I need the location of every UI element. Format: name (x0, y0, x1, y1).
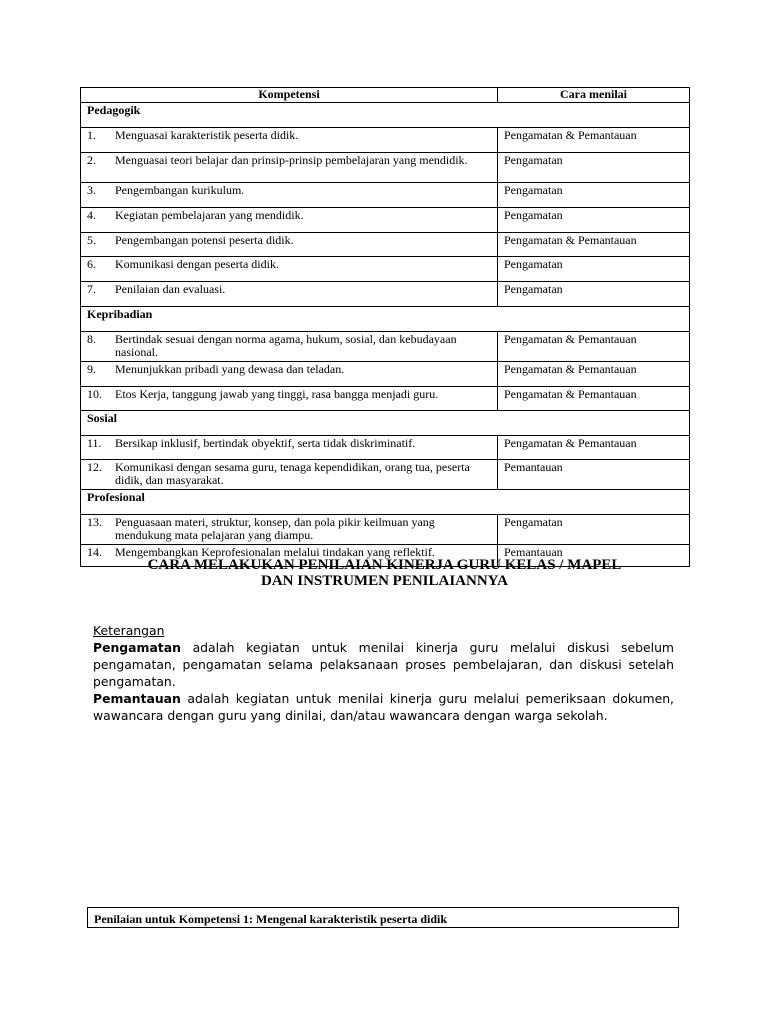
item-method: Pengamatan (498, 257, 690, 282)
item-method: Pengamatan & Pemantauan (498, 332, 690, 362)
item-method: Pengamatan & Pemantauan (498, 128, 690, 153)
item-text: Penguasaan materi, struktur, konsep, dan pola pikir keilmuan yang mendukung mata pelajaran yang diampu. (115, 515, 435, 542)
notes-block (93, 622, 674, 724)
table-row (81, 387, 690, 411)
section-title: Sosial (81, 411, 690, 436)
item-text: Mengembangkan Keprofesionalan melalui tindakan yang reflektif. (115, 545, 435, 559)
item-number: 14. (87, 545, 102, 559)
item-text: Menunjukkan pribadi yang dewasa dan teladan. (115, 362, 345, 376)
item-method: Pengamatan (498, 208, 690, 233)
table-row (81, 183, 690, 208)
item-number: 10. (87, 387, 102, 401)
item-number: 3. (87, 183, 96, 197)
table-row (81, 233, 690, 257)
table-row (81, 332, 690, 362)
item-method: Pengamatan & Pemantauan (498, 362, 690, 387)
item-number: 13. (87, 515, 102, 529)
table-header (81, 88, 690, 103)
item-text: Pengembangan kurikulum. (115, 183, 245, 197)
item-text: Bersikap inklusif, bertindak obyektif, serta tidak diskriminatif. (115, 436, 416, 450)
table-row (81, 282, 690, 307)
term-pengamatan: Pengamatan (93, 640, 181, 655)
section-sosial (81, 411, 690, 436)
item-text: Penilaian dan evaluasi. (115, 282, 226, 296)
table-row (81, 128, 690, 153)
item-text: Kegiatan pembelajaran yang mendidik. (115, 208, 304, 222)
item-method: Pengamatan (498, 153, 690, 183)
def-pengamatan: adalah kegiatan untuk menilai kinerja guru melalui diskusi sebelum pengamatan, pengamatan selama pelaksanaan proses pembelajaran, dan diskusi setelah pengamatan. (93, 640, 674, 689)
item-text: Menguasai teori belajar dan prinsip-prinsip pembelajaran yang mendidik. (115, 153, 468, 167)
table-row (81, 362, 690, 387)
item-number: 5. (87, 233, 96, 247)
table-row (81, 257, 690, 282)
table-row (81, 208, 690, 233)
page-title-line2: DAN INSTRUMEN PENILAIANNYA (261, 573, 508, 589)
header-cara-menilai: Cara menilai (498, 88, 690, 103)
page-title-line1: CARA MELAKUKAN PENILAIAN KINERJA GURU KELAS / MAPEL (147, 557, 622, 573)
header-kompetensi: Kompetensi (81, 88, 498, 103)
item-method: Pengamatan (498, 183, 690, 208)
item-number: 7. (87, 282, 96, 296)
item-number: 4. (87, 208, 96, 222)
item-method: Pemantauan (498, 460, 690, 490)
item-text: Komunikasi dengan peserta didik. (115, 257, 279, 271)
note-pengamatan (93, 639, 674, 690)
item-method: Pengamatan (498, 282, 690, 307)
item-number: 9. (87, 362, 96, 376)
item-text: Komunikasi dengan sesama guru, tenaga kependidikan, orang tua, peserta didik, dan masyarakat. (115, 460, 470, 487)
competency-table (80, 87, 690, 567)
def-pemantauan: adalah kegiatan untuk menilai kinerja guru melalui pemeriksaan dokumen, wawancara dengan guru yang dinilai, dan/atau wawancara dengan warga sekolah. (93, 691, 674, 723)
item-number: 1. (87, 128, 96, 142)
section-pedagogik (81, 103, 690, 128)
section-title: Pedagogik (81, 103, 690, 128)
item-text: Menguasai karakteristik peserta didik. (115, 128, 299, 142)
table-row (81, 436, 690, 460)
item-text: Etos Kerja, tanggung jawab yang tinggi, rasa bangga menjadi guru. (115, 387, 439, 401)
item-number: 6. (87, 257, 96, 271)
item-text: Bertindak sesuai dengan norma agama, hukum, sosial, dan kebudayaan nasional. (115, 332, 457, 359)
section-title: Kepribadian (81, 307, 690, 332)
term-pemantauan: Pemantauan (93, 691, 181, 706)
section-kepribadian (81, 307, 690, 332)
table-row (81, 153, 690, 183)
item-method: Pengamatan & Pemantauan (498, 233, 690, 257)
item-number: 2. (87, 153, 96, 167)
item-method: Pengamatan (498, 515, 690, 545)
item-method: Pemantauan (498, 545, 690, 567)
item-method: Pengamatan & Pemantauan (498, 436, 690, 460)
item-text: Pengembangan potensi peserta didik. (115, 233, 294, 247)
section-title: Profesional (81, 490, 690, 515)
note-pemantauan (93, 690, 674, 724)
item-number: 11. (87, 436, 102, 450)
item-number: 8. (87, 332, 96, 346)
section-profesional (81, 490, 690, 515)
item-number: 12. (87, 460, 102, 474)
notes-heading: Keterangan (93, 623, 165, 638)
table-row (81, 460, 690, 490)
item-method: Pengamatan & Pemantauan (498, 387, 690, 411)
assessment-heading-box: Penilaian untuk Kompetensi 1: Mengenal karakteristik peserta didik (87, 907, 679, 928)
table-row (81, 515, 690, 545)
